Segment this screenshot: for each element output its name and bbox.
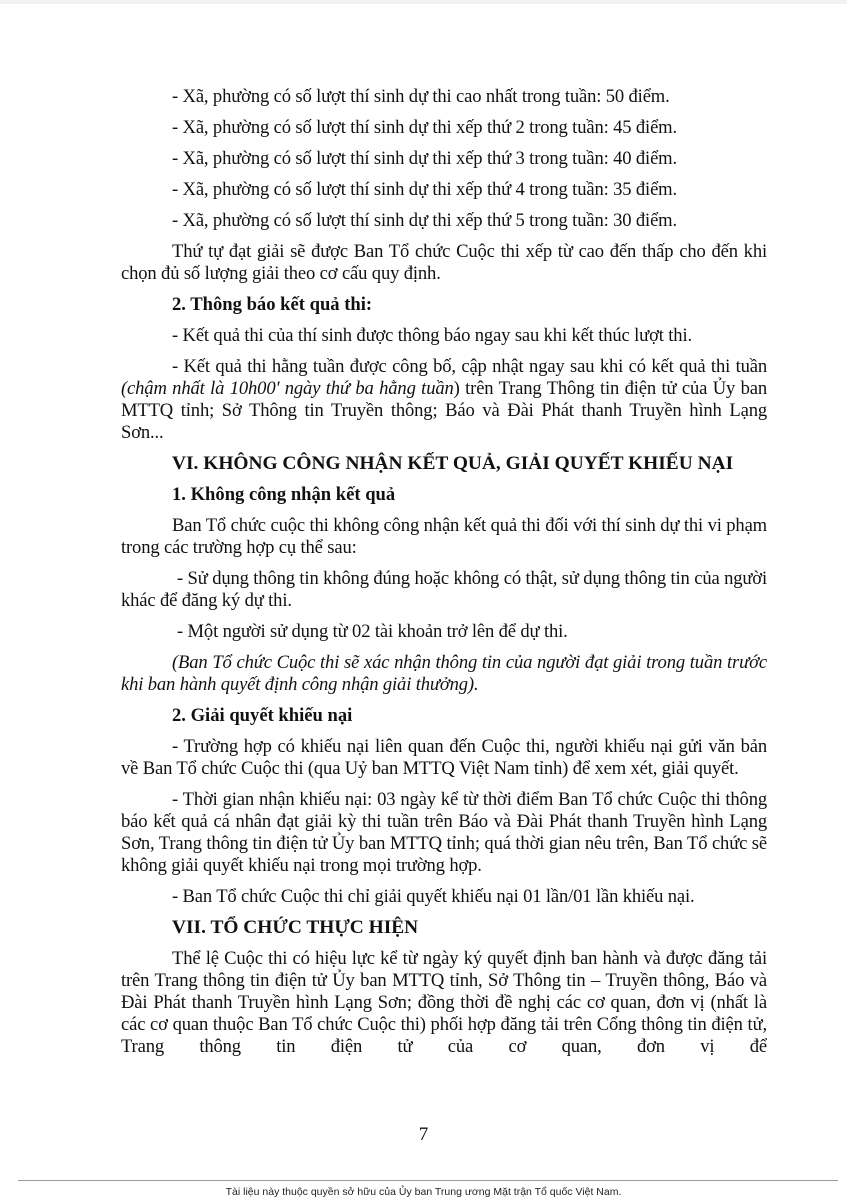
results-item: - Kết quả thi của thí sinh được thông báo ngay sau khi kết thúc lượt thi. xyxy=(172,325,692,346)
violation-item: - Sử dụng thông tin không đúng hoặc không có thật, sử dụng thông tin của người khác để đăng ký dự thi. xyxy=(121,568,767,611)
subsection-2-heading: 2. Giải quyết khiếu nại xyxy=(172,705,353,726)
ranking-paragraph: Thứ tự đạt giải sẽ được Ban Tổ chức Cuộc thi xếp từ cao đến thấp cho đến khi chọn đủ số lượng giải theo cơ cấu quy định. xyxy=(121,241,767,284)
score-item: - Xã, phường có số lượt thí sinh dự thi xếp thứ 2 trong tuần: 45 điểm. xyxy=(172,117,677,138)
complaint-item: - Ban Tổ chức Cuộc thi chỉ giải quyết khiếu nại 01 lần/01 lần khiếu nại. xyxy=(172,886,695,907)
section-vi-heading: VI. KHÔNG CÔNG NHẬN KẾT QUẢ, GIẢI QUYẾT KHIẾU NẠI xyxy=(172,453,734,474)
footer-copyright-text: Tài liệu này thuộc quyền sở hữu của Ủy ban Trung ương Mặt trận Tổ quốc Việt Nam. xyxy=(225,1186,622,1198)
score-item: - Xã, phường có số lượt thí sinh dự thi xếp thứ 3 trong tuần: 40 điểm. xyxy=(172,148,677,169)
subsection-1-heading: 1. Không công nhận kết quả xyxy=(172,484,396,505)
complaint-item: - Thời gian nhận khiếu nại: 03 ngày kể từ thời điểm Ban Tổ chức Cuộc thi thông báo kết quả cá nhân đạt giải kỳ thi tuần trên Báo và Đài Phát thanh Truyền hình Lạng Sơn, Trang thông tin điện tử Ủy ban MTTQ tỉnh; quá thời gian nêu trên, Ban Tổ chức sẽ không giải quyết khiếu nại trong mọi trường hợp. xyxy=(121,789,767,876)
document-page-body xyxy=(121,86,767,1067)
results-item-text: - Kết quả thi hằng tuần được công bố, cập nhật ngay sau khi có kết quả thi tuần xyxy=(172,356,767,377)
results-item-text: ) trên Trang Thông tin điện tử của Ủy ban MTTQ tỉnh; Sở Thông tin Truyền thông; Báo và Đài Phát thanh Truyền hình Lạng Sơn... xyxy=(121,378,767,443)
section-vii-paragraph: Thể lệ Cuộc thi có hiệu lực kể từ ngày ký quyết định ban hành và được đăng tải trên Trang thông tin điện tử Ủy ban MTTQ tỉnh, Sở Thông tin – Truyền thông, Báo và Đài Phát thanh Truyền hình Lạng Sơn; đồng thời đề nghị các cơ quan, đơn vị (nhất là các cơ quan thuộc Ban Tổ chức Cuộc thi) phối hợp đăng tải trên Cổng thông tin điện tử, Trang thông tin điện tử của cơ quan, đơn vị để xyxy=(121,948,767,1057)
viewer-top-band xyxy=(0,0,847,4)
page-number: 7 xyxy=(418,1124,429,1145)
subsection-1-intro: Ban Tổ chức cuộc thi không công nhận kết quả thi đối với thí sinh dự thi vi phạm trong các trường hợp cụ thể sau: xyxy=(121,515,767,558)
score-list xyxy=(121,86,767,232)
violation-item: - Một người sử dụng từ 02 tài khoản trở lên để dự thi. xyxy=(177,621,568,642)
score-item: - Xã, phường có số lượt thí sinh dự thi xếp thứ 4 trong tuần: 35 điểm. xyxy=(172,179,677,200)
footer-divider xyxy=(18,1180,838,1181)
results-item-italic-text: (chậm nhất là 10h00' ngày thứ ba hằng tuần xyxy=(121,378,454,399)
subsection-1-note: (Ban Tổ chức Cuộc thi sẽ xác nhận thông tin của người đạt giải trong tuần trước khi ban hành quyết định công nhận giải thưởng). xyxy=(121,652,767,695)
complaint-item: - Trường hợp có khiếu nại liên quan đến Cuộc thi, người khiếu nại gửi văn bản về Ban Tổ chức Cuộc thi (qua Uỷ ban MTTQ Việt Nam tỉnh) để xem xét, giải quyết. xyxy=(121,736,767,779)
results-heading: 2. Thông báo kết quả thi: xyxy=(172,294,373,315)
results-item xyxy=(121,356,767,444)
score-item: - Xã, phường có số lượt thí sinh dự thi xếp thứ 5 trong tuần: 30 điểm. xyxy=(172,210,677,231)
section-vii-heading: VII. TỔ CHỨC THỰC HIỆN xyxy=(172,917,419,938)
score-item: - Xã, phường có số lượt thí sinh dự thi cao nhất trong tuần: 50 điểm. xyxy=(172,86,670,107)
